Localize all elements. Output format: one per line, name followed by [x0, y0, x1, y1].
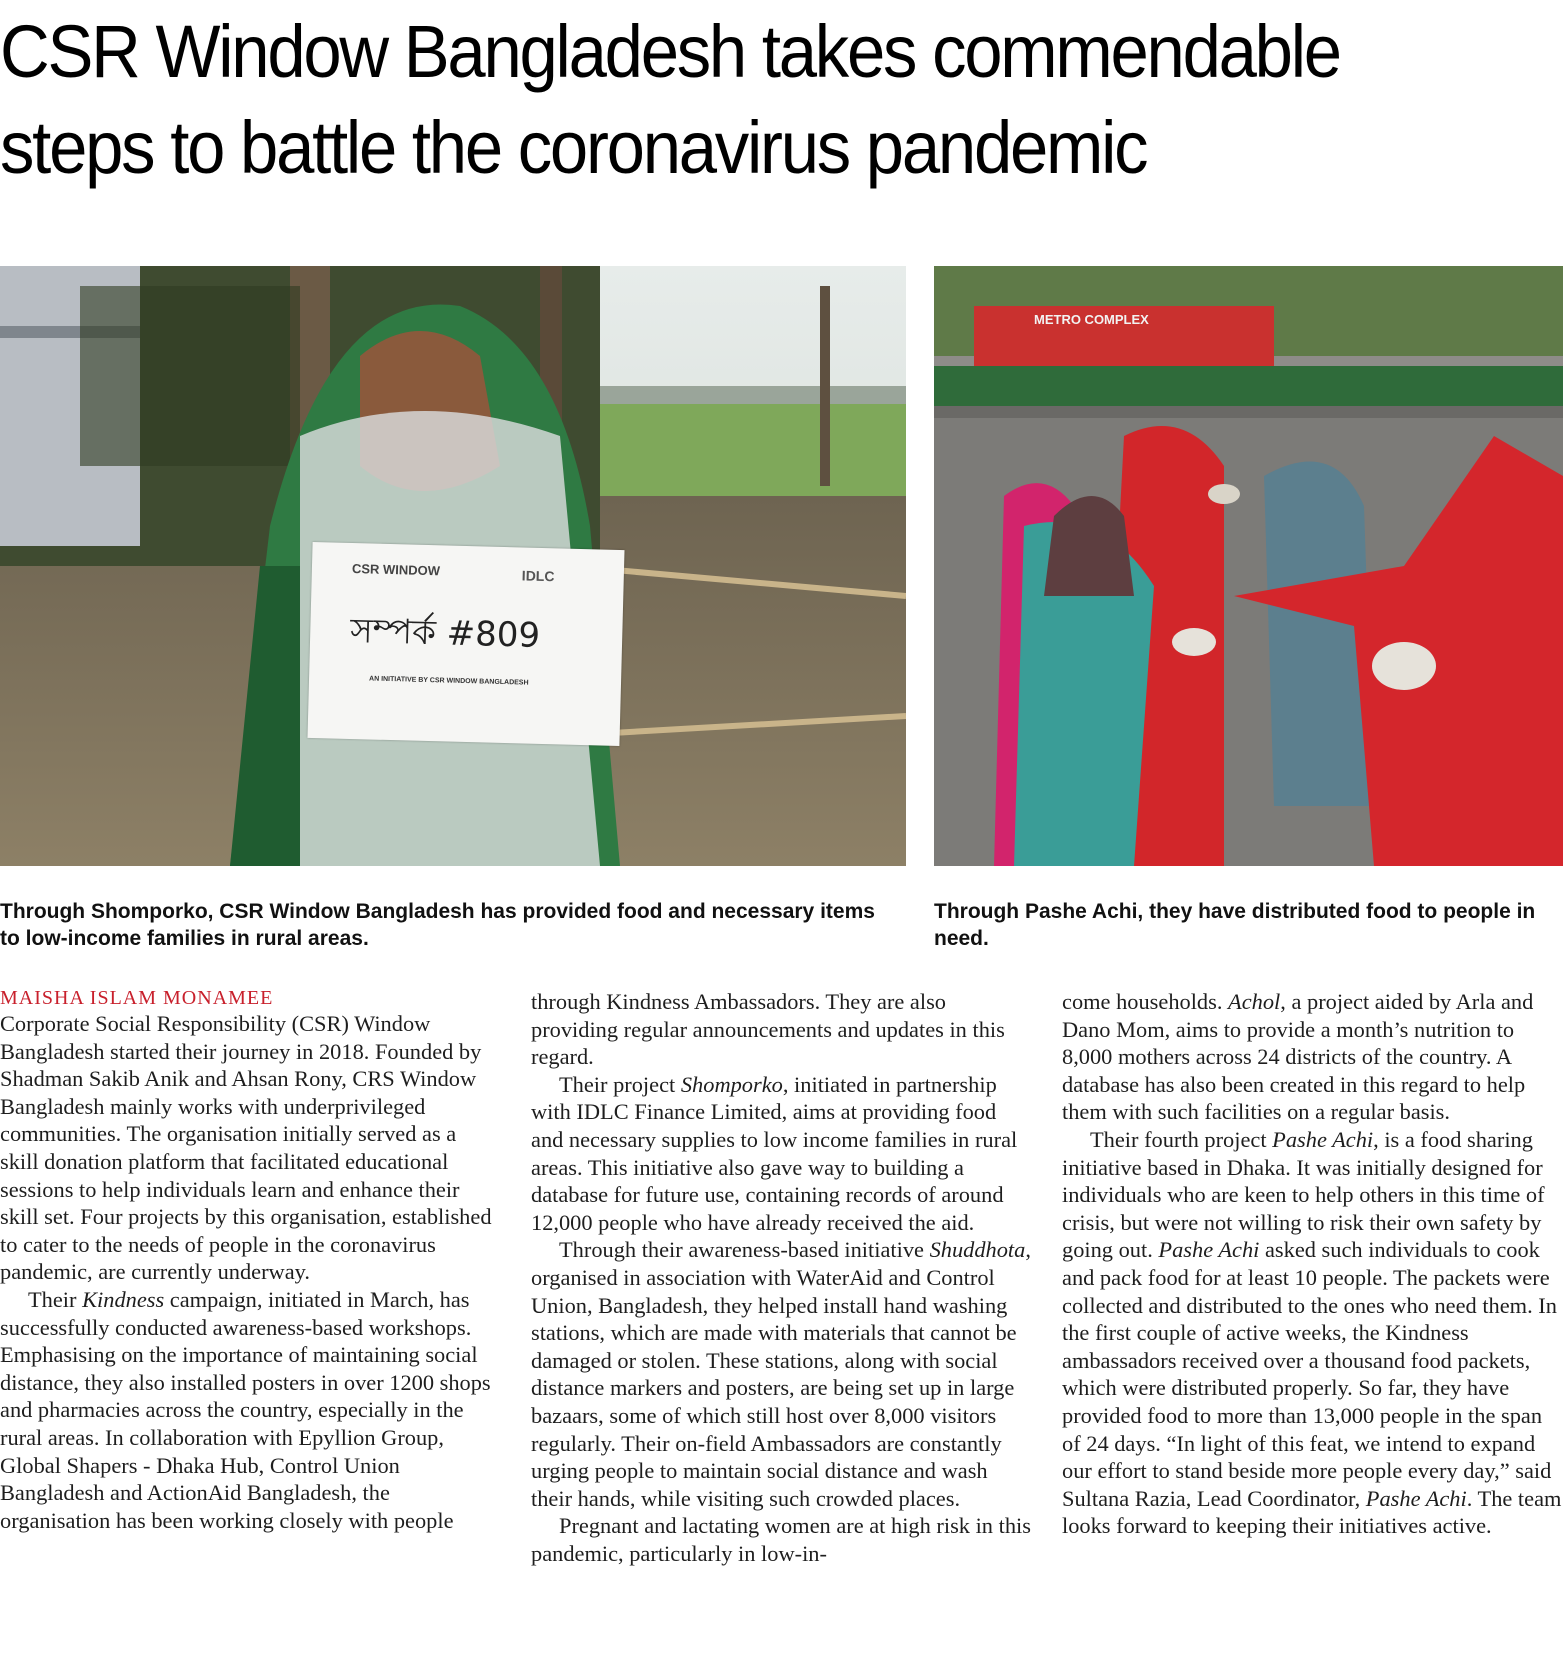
paragraph: come households. Achol, a project aided by Arla and Dano Mom, aims to provide a month’s nutrition to 8,000 mothers across 24 districts of the country. A database has also been created in this regard to help them with such facilities on a regular basis. [1062, 989, 1534, 1125]
project-name: Kindness [82, 1286, 165, 1312]
paragraph: Their project Shomporko, initiated in partnership with IDLC Finance Limited, aims at providing food and necessary supplies to low income families in rural areas. This initiative also gave way to building a database for future use, containing records of around 12,000 people who have already received the aid. [531, 1071, 1018, 1235]
sign-logo-csr: CSR WINDOW [351, 560, 441, 579]
paragraph: Their fourth project Pashe Achi, is a food sharing initiative based in Dhaka. It was initially designed for individuals who are keen to help others in this time of crisis, but were not willing to risk their own safety by going out. Pashe Achi asked such individuals to cook and pack food for at least 10 people. The packets were collected and distributed to the ones who need them. In the first couple of active weeks, the Kindness ambassadors received over a thousand food packets, which were distributed properly. So far, they have provided food to more than 13,000 people in the span of 24 days. “In light of this feat, we intend to expand our effort to stand beside more people every day,” said Sultana Razia, Lead Coordinator, Pashe Achi. The team looks forward to keeping their initiatives active. [1062, 1126, 1562, 1539]
caption-right: Through Pashe Achi, they have distributed food to people in need. [934, 900, 1536, 950]
photo-sign-card [307, 542, 624, 746]
sign-handwriting: সম্পর্ক #809 [349, 610, 541, 656]
project-name: Pashe Achi [1365, 1485, 1467, 1511]
project-name: Pashe Achi [1272, 1126, 1374, 1152]
article-column-2 [531, 988, 1031, 1663]
project-name: Pashe Achi [1158, 1237, 1260, 1263]
project-name: Shuddhota [929, 1237, 1026, 1263]
headline: CSR Window Bangladesh takes commendable steps to battle the coronavirus pandemic [0, 10, 1340, 189]
caption-left: Through Shomporko, CSR Window Bangladesh has provided food and necessary items to low-income families in rural areas. [0, 900, 875, 950]
project-name: Achol [1228, 989, 1281, 1014]
photo-food-distribution [934, 266, 1563, 866]
sign-footer: AN INITIATIVE BY CSR WINDOW BANGLADESH [368, 675, 529, 687]
photo-woman-with-sign [0, 266, 906, 866]
paragraph: Their Kindness campaign, initiated in March, has successfully conducted awareness-based workshops. Emphasising on the importance of maintaining social distance, they also installed posters in over 1200 shops and pharmacies across the country, especially in the rural areas. In collaboration with Epyllion Group, Global Shapers - Dhaka Hub, Control Union Bangladesh and ActionAid Bangladesh, the organisation has been working closely with people [0, 1286, 491, 1533]
project-name: Shomporko [680, 1071, 783, 1097]
shop-sign: METRO COMPLEX [1034, 312, 1149, 327]
paragraph: Through their awareness-based initiative Shuddhota, organised in association with WaterAid and Control Union, Bangladesh, they helped install hand washing stations, which are made with materials that cannot be damaged or stolen. These stations, along with social distance markers and posters, are being set up in large bazaars, some of which still host over 8,000 visitors regularly. Their on-field Ambassadors are constantly urging people to maintain social distance and wash their hands, while visiting such crowded places. [531, 1237, 1031, 1511]
paragraph: Pregnant and lactating women are at high risk in this pandemic, particularly in low-in- [531, 1513, 1031, 1566]
paragraph: through Kindness Ambassadors. They are also providing regular announcements and updates in this regard. [531, 989, 1005, 1070]
article-column-1 [0, 986, 492, 1661]
sign-logo-idlc: IDLC [521, 567, 555, 585]
paragraph: Corporate Social Responsibility (CSR) Window Bangladesh started their journey in 2018. Founded by Shadman Sakib Anik and Ahsan Rony, CRS Window Bangladesh mainly works with underprivileged communities. The organisation initially served as a skill donation platform that facilitated educational sessions to help individuals learn and enhance their skill set. Four projects by this organisation, established to cater to the needs of people in the coronavirus pandemic, are currently underway. [0, 1011, 492, 1285]
article-column-3 [1062, 988, 1563, 1663]
byline: MAISHA ISLAM MONAMEE [0, 987, 274, 1009]
